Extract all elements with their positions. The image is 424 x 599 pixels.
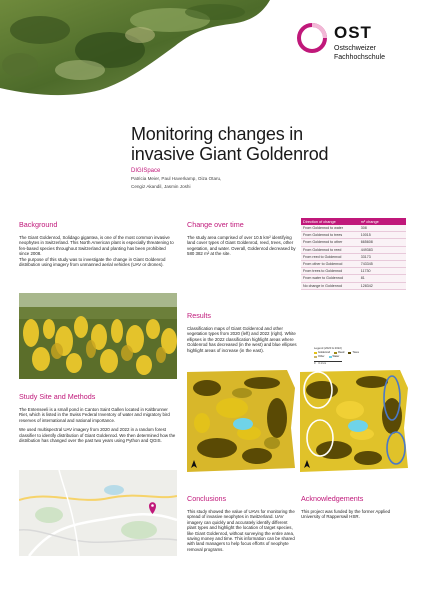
table-cell: No change in Goldenrod [301,282,359,289]
results-heading: Results [187,311,211,320]
conclusions-section [187,494,297,552]
legend-label: Water [332,355,340,358]
table-row [301,246,406,253]
table-cell: 11730 [359,268,406,275]
legend-title: Legend (2020 & 2022) [314,346,342,350]
table-row [301,260,406,267]
legend-label: Goldenrod [318,351,331,354]
legend-label: Trees [352,351,359,354]
study-paragraph-2: We used multispectral UAV imagery from 2020 and 2022 in a random forest classifier to identify distribution of Giant Goldenrod. We then determined how the distribution has changed over the past two years using Python and QGIS. [19,427,176,444]
legend-swatch [314,356,317,358]
scale-label: 0 0.1 km [314,362,327,365]
table-cell: 128342 [359,282,406,289]
title-line-2: invasive Giant Goldenrod [131,144,329,164]
table-cell: From trees to Goldenrod [301,268,359,275]
table-row [301,282,406,289]
table-cell: 81 [359,275,406,282]
project-name: DIGISpace [131,168,161,174]
table-cell: 10015 [359,232,406,239]
study-section [19,392,177,443]
table-cell: From Goldenrod to water [301,225,359,232]
header-aerial-image [0,0,280,100]
ack-section [301,494,409,520]
change-table [301,218,406,290]
legend-swatch [329,356,332,358]
map-legend [314,346,364,365]
legend-item [334,351,344,354]
results-section [187,311,297,353]
background-section [19,220,177,267]
change-heading: Change over time [187,220,244,229]
table-cell: 308 [359,225,406,232]
title-line-1: Monitoring changes in [131,124,303,144]
results-text: Classification maps of Giant Goldenrod and other vegetation types from 2020 (left) and 2022 (right). White ellipses in the 2022 classification highlight areas where Goldenrod has decreased (in the west) and blue ellipses highlight areas of increase (in the east). [187,326,297,353]
table-row [301,225,406,232]
table-cell: From Goldenrod to trees [301,232,359,239]
study-heading: Study Site and Methods [19,392,96,401]
background-heading: Background [19,220,58,229]
table-header-change: m² change [359,218,406,225]
classification-map-2020 [187,368,295,472]
ack-heading: Acknowledgements [301,494,364,503]
background-paragraph-2: The purpose of this study was to investigate the change in Giant Goldenrod distribution using imagery from unmanned aerial vehicles (UAV or drones). [19,256,166,268]
logo [296,16,416,72]
table-row [301,268,406,275]
table-row [301,253,406,260]
location-map [19,470,177,556]
logo-line2: Fachhochschule [334,54,385,61]
table-cell: From Goldenrod to reed [301,246,359,253]
classification-map-2022 [300,368,408,472]
legend-item [314,351,330,354]
table-header-direction: Direction of change [301,218,359,225]
legend-swatch [314,352,317,354]
conclusions-heading: Conclusions [187,494,227,503]
table-row [301,275,406,282]
table-header-row [301,218,406,225]
table-cell: From Goldenrod to other [301,239,359,246]
logo-line1: Ostschweizer [334,45,377,52]
title-block [131,124,411,189]
legend-swatch [334,352,337,354]
table-cell: From water to Goldenrod [301,275,359,282]
legend-swatch [348,352,351,354]
legend-item [329,355,340,358]
logo-name: OST [334,23,372,42]
legend-label: Reed [338,351,345,354]
table-cell: 449383 [359,246,406,253]
change-section [187,220,297,257]
table-cell: From other to Goldenrod [301,260,359,267]
authors-line-2: Cengiz Akandil, Jasmin Joshi [131,184,191,189]
table-cell: From reed to Goldenrod [301,253,359,260]
logo-mark [296,22,328,54]
background-paragraph-1: The Giant Goldenrod, Solidago gigantea, is one of the most common invasive neophytes in Switzerland. This North American plant is especially threatening to fen-based species throughout Switzerland and planting has been prohibited since 2008. [19,235,174,257]
goldenrod-photo [19,293,177,379]
change-text: The study area comprised of over 10.5 km² identifying land cover types of Giant Goldenrod, reed, trees, other vegetation, and water. Overall, Goldenrod decreased by 580 382 m² at the site. [187,235,296,257]
legend-item [348,351,359,354]
table-row [301,239,406,246]
table-cell: 743345 [359,260,406,267]
legend-label: Other [318,355,325,358]
ack-text: This project was funded by the former Applied University of Rapperswil HSR. [301,509,391,520]
legend-item [314,355,325,358]
conclusions-text: This study showed the value of UAVs for monitoring the spread of invasive neophytes in Switzerland. UAV imagery can quickly and accurately identify different plant types and highlight the location of target species, like Giant Goldenrod, without surveying the entire area, saving money and time. This information can be shared with land managers to help focus efforts of neophyte removal programs. [187,509,295,552]
table-cell: 665608 [359,239,406,246]
authors-line-1: Patricia Meier, Paul Haverkamp, Oiza Otaru, [131,176,222,181]
table-cell: 33173 [359,253,406,260]
study-paragraph-1: The Entenseeli is a small pond in Canton Saint Gallen located in Kaltbrunner Riet, which is listed in the Swiss Federal Inventory of water and migratory bird reserves of international and national importance. [19,407,170,423]
table-row [301,232,406,239]
